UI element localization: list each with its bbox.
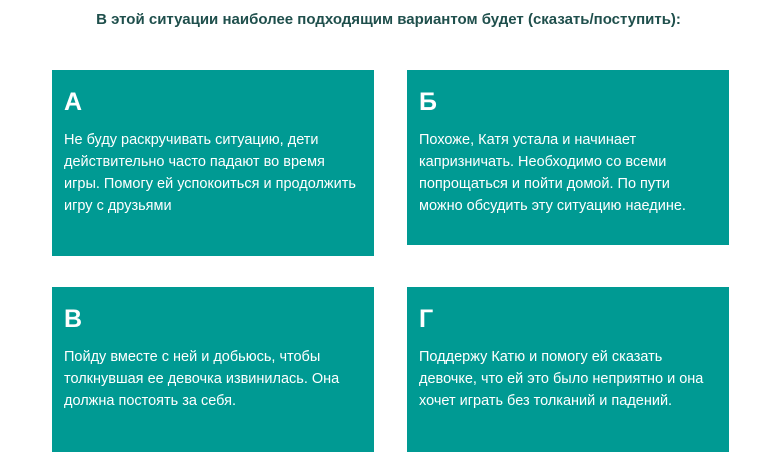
option-text: Поддержу Катю и помогу ей сказать девочке, что ей это было неприятно и она хочет играть без толканий и падений. [419,349,704,409]
option-text: Похоже, Катя устала и начинает капризничать. Необходимо со всеми попрощаться и пойти домой. По пути можно обсудить эту ситуацию наедине. [419,132,686,214]
option-letter: Б [419,88,437,116]
answer-option-d[interactable] [407,287,729,452]
answer-option-c[interactable] [52,287,374,452]
option-text: Не буду раскручивать ситуацию, дети действительно часто падают во время игры. Помогу ей успокоиться и продолжить игру с друзьями [64,132,356,214]
option-letter: А [64,88,83,116]
option-letter: Г [419,305,434,333]
answer-option-b[interactable] [407,70,729,245]
question-heading: В этой ситуации наиболее подходящим вариантом будет (сказать/поступить): [96,11,681,28]
option-letter: В [64,305,83,333]
option-text: Пойду вместе с ней и добьюсь, чтобы толкнувшая ее девочка извинилась. Она должна постоять за себя. [64,349,340,409]
answer-option-a[interactable] [52,70,374,256]
